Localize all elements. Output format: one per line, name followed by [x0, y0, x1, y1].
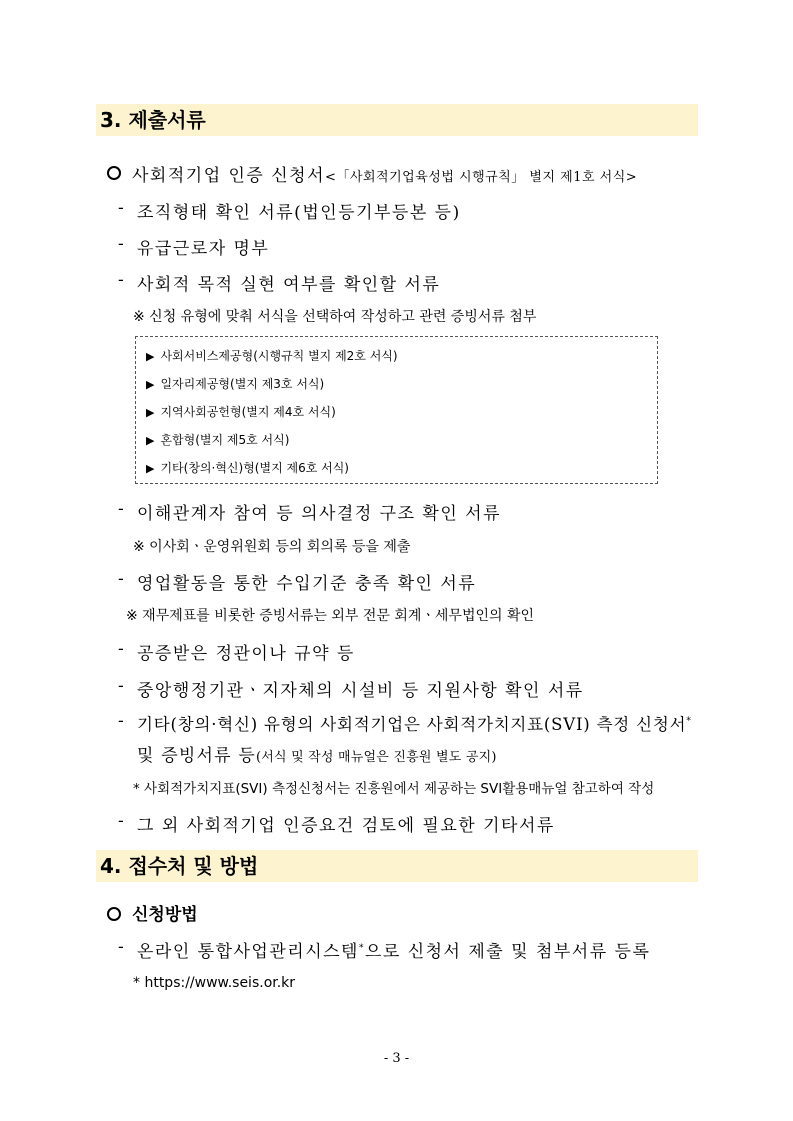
triangle-bullet-icon: ▶: [146, 406, 155, 419]
form-types-box: [135, 336, 658, 484]
note-svi: * 사회적가치지표(SVI) 측정신청서는 진흥원에서 제공하는 SVI활용매뉴얼 참고하여 작성: [133, 781, 655, 797]
dash-icon: -: [118, 937, 124, 957]
page-number: - 3 -: [383, 1051, 410, 1066]
item-stakeholder: 이해관계자 참여 등 의사결정 구조 확인 서류: [137, 504, 502, 524]
dash-icon: -: [118, 811, 124, 831]
triangle-bullet-icon: ▶: [146, 434, 155, 447]
item-org-type: 조직형태 확인 서류(법인등기부등본 등): [137, 203, 461, 223]
form-type-item: ▶ 기타(창의·혁신)형(별지 제6호 서식): [146, 461, 349, 475]
item-svi-line2: 및 증빙서류 등(서식 및 작성 매뉴얼은 진흥원 별도 공지): [137, 746, 497, 766]
triangle-bullet-icon: ▶: [146, 462, 155, 475]
note-purpose: ※ 신청 유형에 맞춰 서식을 선택하여 작성하고 관련 증빙서류 첨부: [133, 309, 537, 325]
dash-icon: -: [118, 234, 124, 254]
footnote-mark: *: [358, 943, 365, 954]
triangle-bullet-icon: ▶: [146, 378, 155, 391]
item-revenue: 영업활동을 통한 수입기준 충족 확인 서류: [137, 574, 477, 594]
circle-bullet-icon: [107, 907, 121, 921]
footnote-mark: *: [686, 716, 692, 727]
item-svi-line1: 기타(창의·혁신) 유형의 사회적기업은 사회적가치지표(SVI) 측정 신청서*: [137, 715, 692, 734]
dash-icon: -: [118, 676, 124, 696]
application-line: [132, 161, 637, 186]
circle-bullet-icon: [107, 166, 121, 180]
form-type-item: ▶ 사회서비스제공형(시행규칙 별지 제2호 서식): [146, 349, 398, 363]
application-form-ref: <「사회적기업육성법 시행규칙」 별지 제1호 서식>: [325, 170, 638, 185]
form-type-item: ▶ 혼합형(별지 제5호 서식): [146, 433, 290, 447]
item-social-purpose: 사회적 목적 실현 여부를 확인할 서류: [137, 275, 441, 295]
dash-icon: -: [118, 198, 124, 218]
form-type-item: ▶ 지역사회공헌형(별지 제4호 서식): [146, 405, 336, 419]
item-support: 중앙행정기관ㆍ지자체의 시설비 등 지원사항 확인 서류: [137, 681, 584, 701]
dash-icon: -: [118, 569, 124, 589]
form-type-item: ▶ 일자리제공형(별지 제3호 서식): [146, 377, 325, 391]
method-title: 신청방법: [132, 905, 198, 925]
item-other: 그 외 사회적기업 인증요건 검토에 필요한 기타서류: [137, 816, 555, 836]
url-note: * https://www.seis.or.kr: [133, 975, 296, 991]
dash-icon: -: [118, 639, 124, 659]
item-employee-list: 유급근로자 명부: [137, 239, 270, 259]
item-svi-line2-note: (서식 및 작성 매뉴얼은 진흥원 별도 공지): [255, 750, 497, 765]
note-finance: ※ 재무제표를 비롯한 증빙서류는 외부 전문 회계ㆍ세무법인의 확인: [126, 608, 535, 624]
application-title: 사회적기업 인증 신청서: [132, 166, 326, 186]
triangle-bullet-icon: ▶: [146, 350, 155, 363]
section-4-heading: 4. 접수처 및 방법: [100, 854, 259, 878]
dash-icon: -: [118, 270, 124, 290]
item-articles: 공증받은 정관이나 규약 등: [137, 644, 355, 664]
section-3-heading: 3. 제출서류: [100, 108, 206, 132]
dash-icon: -: [118, 499, 124, 519]
dash-icon: -: [118, 711, 124, 731]
online-submission: 온라인 통합사업관리시스템*으로 신청서 제출 및 첨부서류 등록: [137, 942, 651, 962]
note-board: ※ 이사회ㆍ운영위원회 등의 회의록 등을 제출: [133, 539, 411, 555]
